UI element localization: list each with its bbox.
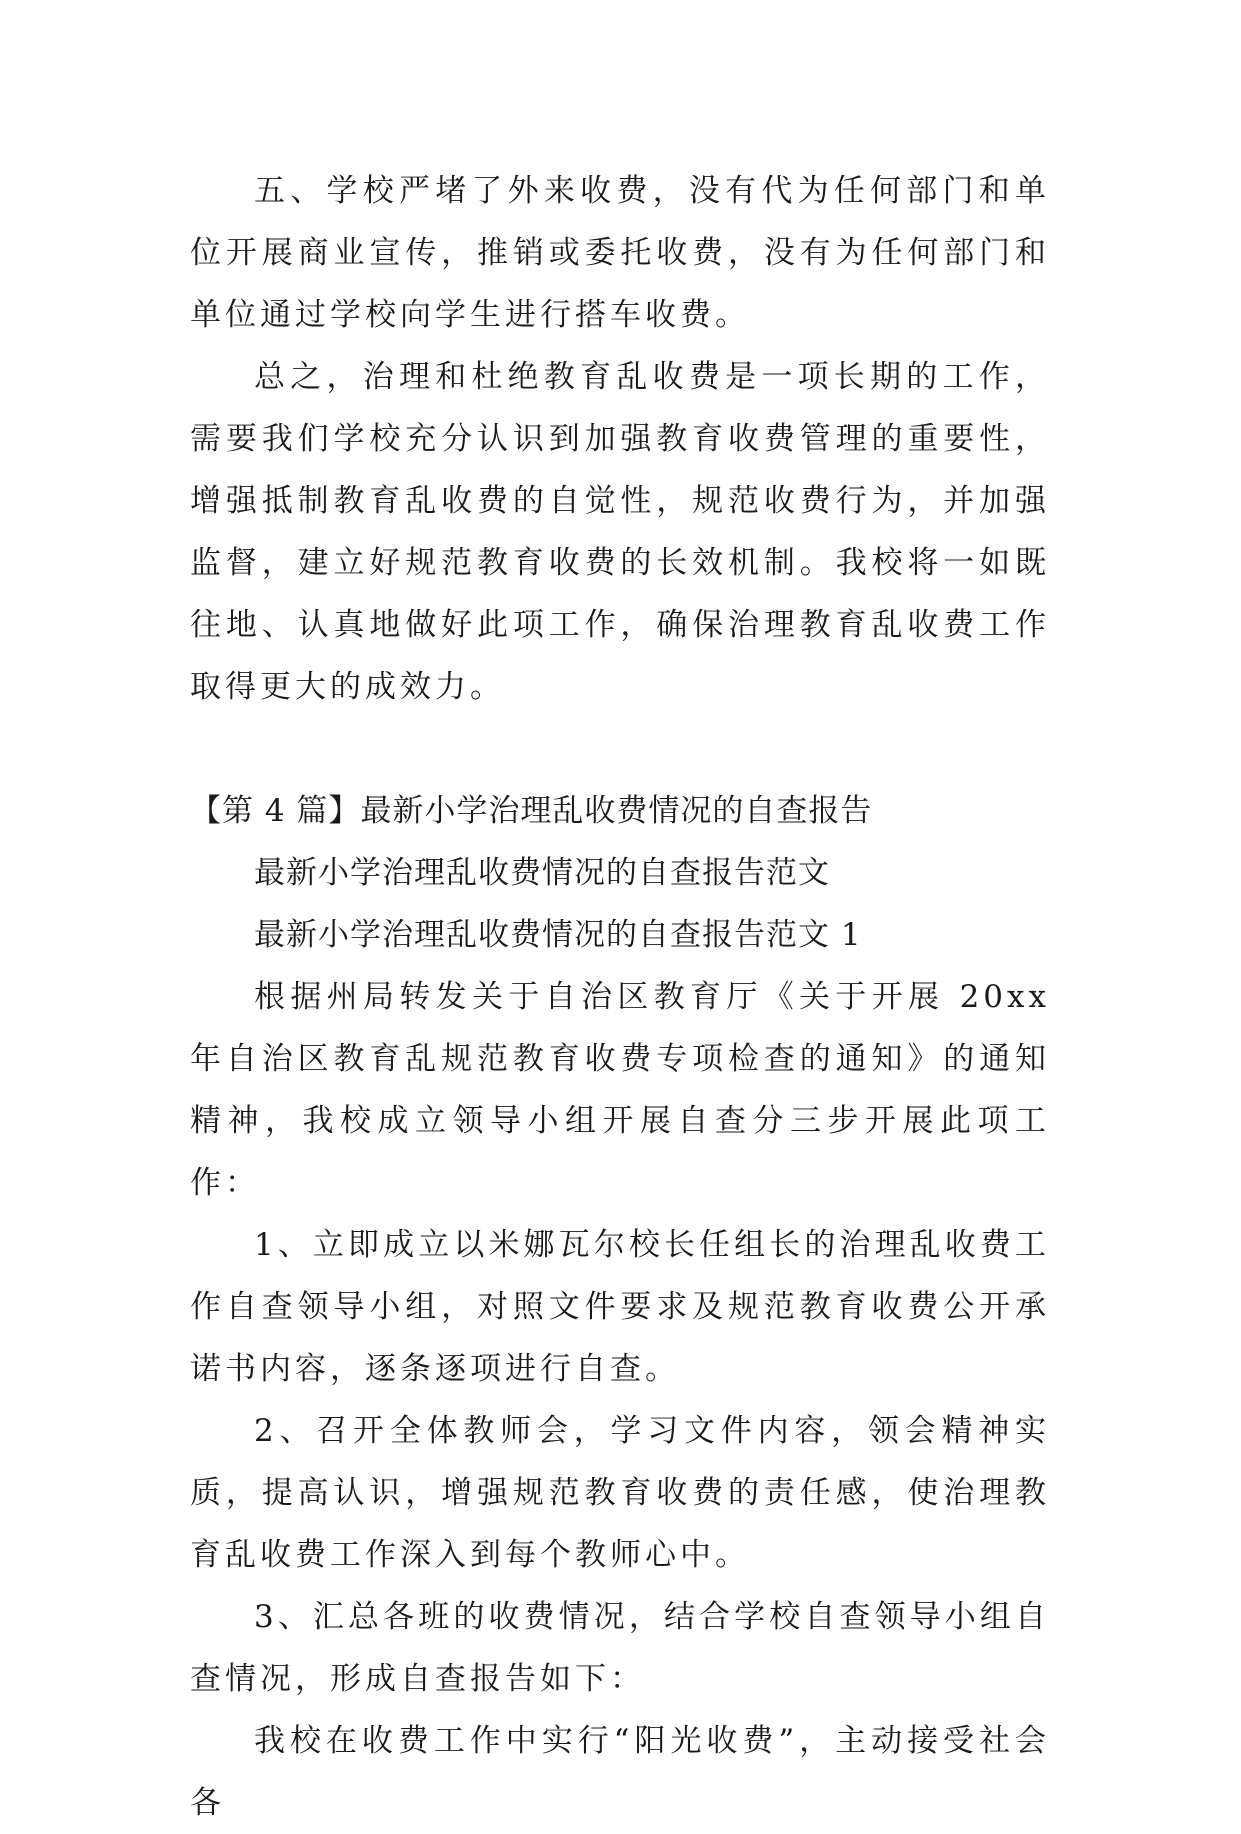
paragraph-item-five: 五、学校严堵了外来收费，没有代为任何部门和单位开展商业宣传，推销或委托收费，没有为任何部门和单位通过学校向学生进行搭车收费。 [190, 173, 1050, 333]
paragraph-summary: 总之，治理和杜绝教育乱收费是一项长期的工作，需要我们学校充分认识到加强教育收费管理的重要性，增强抵制教育乱收费的自觉性，规范收费行为，并加强监督，建立好规范教育收费的长效机制。我校将一如既往地、认真地做好此项工作，确保治理教育乱收费工作取得更大的成效力。 [190, 359, 1050, 705]
paragraph-step-3: 3、汇总各班的收费情况，结合学校自查领导小组自查情况，形成自查报告如下： [190, 1599, 1050, 1697]
document-page [190, 160, 1050, 1834]
section-gap [190, 718, 1050, 780]
paragraph-step-2: 2、召开全体教师会，学习文件内容，领会精神实质，提高认识，增强规范教育收费的责任感，使治理教育乱收费工作深入到每个教师心中。 [190, 1413, 1050, 1573]
article-heading: 【第 4 篇】最新小学治理乱收费情况的自查报告 [190, 793, 873, 829]
article-subtitle: 最新小学治理乱收费情况的自查报告范文 [254, 855, 830, 891]
paragraph-intro: 根据州局转发关于自治区教育厅《关于开展 20xx 年自治区教育乱规范教育收费专项检查的通知》的通知精神，我校成立领导小组开展自查分三步开展此项工作： [190, 979, 1050, 1201]
article-subtitle-numbered: 最新小学治理乱收费情况的自查报告范文 1 [254, 917, 862, 953]
paragraph-sunshine-fees: 我校在收费工作中实行“阳光收费”，主动接受社会各 [190, 1723, 1050, 1821]
paragraph-step-1: 1、立即成立以米娜瓦尔校长任组长的治理乱收费工作自查领导小组，对照文件要求及规范教育收费公开承诺书内容，逐条逐项进行自查。 [190, 1227, 1050, 1387]
